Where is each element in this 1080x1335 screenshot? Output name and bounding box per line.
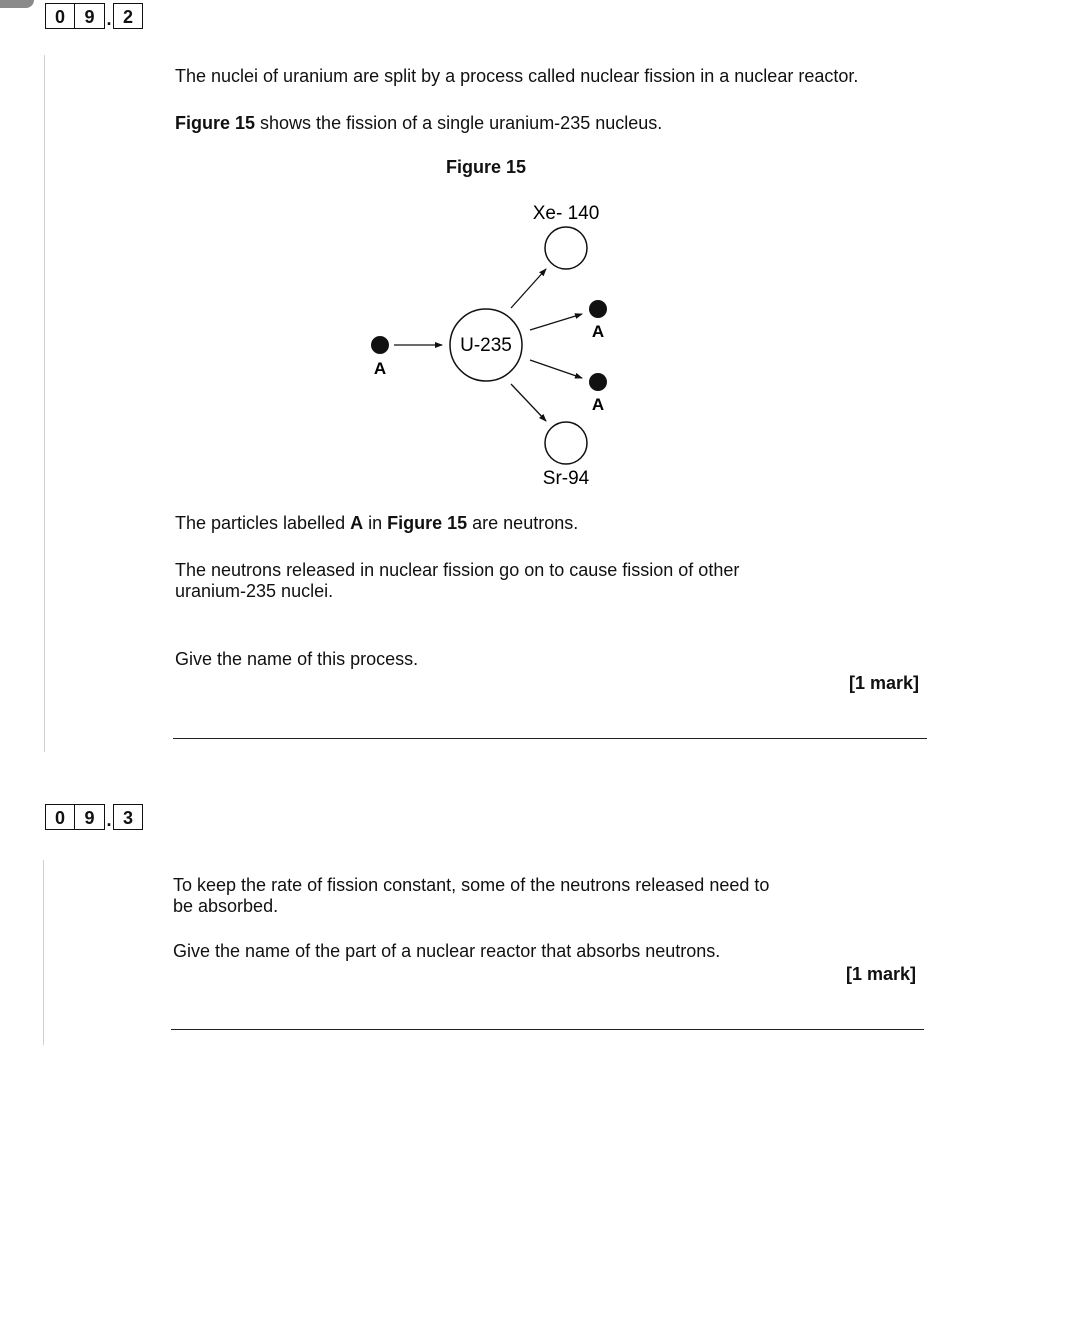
neutron-statement: [175, 513, 578, 534]
xe140-label: Xe- 140: [532, 203, 600, 224]
neutron-statement-part: The particles labelled: [175, 513, 351, 533]
question-number-09-3: [45, 804, 143, 830]
question-prompt-09-2: Give the name of this process.: [175, 649, 419, 669]
arrow-to-upper-neutron: [530, 314, 582, 330]
figure-reference-rest: shows the fission of a single uranium-235 nucleus.: [255, 113, 663, 133]
intro-text: The nuclei of uranium are split by a process called nuclear fission in a nuclear reactor.: [175, 66, 859, 86]
arrow-to-xe140: [511, 269, 546, 308]
sr94-nucleus: [545, 422, 587, 464]
answer-line-09-2[interactable]: [173, 738, 927, 739]
xe140-nucleus: [545, 227, 587, 269]
question-digit: 0: [45, 804, 75, 830]
neutron-statement-part: are neutrons.: [467, 513, 579, 533]
chain-paragraph-line: The neutrons released in nuclear fission go on to cause fission of other: [175, 560, 740, 580]
question-dot: .: [106, 810, 112, 830]
figure-reference: [175, 113, 662, 134]
question-digit: 9: [75, 804, 105, 830]
incoming-neutron-label: A: [373, 359, 387, 378]
upper-neutron-label: A: [591, 322, 605, 341]
chain-paragraph-line: uranium-235 nuclei.: [175, 581, 334, 601]
question-number-09-2: [45, 3, 143, 29]
lower-neutron: [589, 373, 607, 391]
mark-allocation-09-3: [1 mark]: [846, 964, 917, 984]
mark-allocation-09-2: [1 mark]: [849, 673, 920, 693]
figure-reference-bold: Figure 15: [175, 113, 256, 133]
question-digit: 9: [75, 3, 105, 29]
absorb-paragraph-line: be absorbed.: [173, 896, 279, 916]
fission-diagram: [0, 195, 1080, 495]
absorb-paragraph-line: To keep the rate of fission constant, some of the neutrons released need to: [173, 875, 770, 895]
absorb-paragraph: [173, 875, 769, 917]
arrow-to-sr94: [511, 384, 546, 421]
u235-label: U-235: [460, 335, 512, 356]
question-digit: 3: [113, 804, 143, 830]
question-dot: .: [106, 9, 112, 29]
question-prompt-09-3: Give the name of the part of a nuclear reactor that absorbs neutrons.: [173, 941, 721, 961]
sr94-label: Sr-94: [542, 468, 590, 489]
incoming-neutron: [371, 336, 389, 354]
question-digit: 0: [45, 3, 75, 29]
neutron-statement-bold-figure: Figure 15: [387, 513, 468, 533]
corner-tab: [0, 0, 34, 8]
neutron-statement-part: in: [363, 513, 388, 533]
figure-title: Figure 15: [446, 157, 527, 177]
lower-neutron-label: A: [591, 395, 605, 414]
margin-line: [43, 860, 44, 1045]
question-digit: 2: [113, 3, 143, 29]
upper-neutron: [589, 300, 607, 318]
neutron-statement-bold-a: A: [350, 513, 364, 533]
answer-line-09-3[interactable]: [171, 1029, 924, 1030]
arrow-to-lower-neutron: [530, 360, 582, 378]
chain-paragraph: [175, 560, 739, 602]
